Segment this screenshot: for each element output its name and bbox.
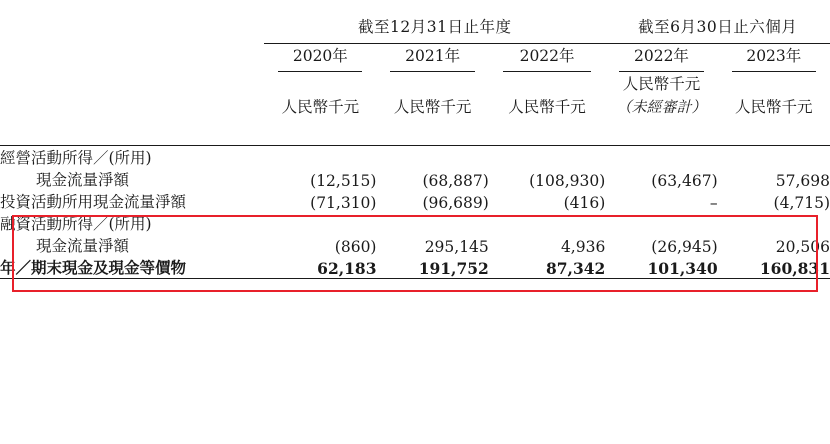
table-row	[0, 212, 830, 234]
row-value: (26,945)	[651, 238, 718, 257]
unit-header-2022-interim-note: （未經審計）	[616, 98, 707, 117]
row-value	[376, 212, 488, 234]
unit-header-2020-label: 人民幣千元	[281, 98, 360, 117]
unit-header-row	[0, 72, 830, 119]
row-value: (68,887)	[422, 172, 489, 191]
table-row	[0, 146, 830, 168]
period-header-2020	[264, 44, 376, 72]
unit-header-2021	[376, 72, 488, 119]
period-header-2022-annual-label: 2022年	[519, 47, 575, 65]
unit-header-2023-interim	[718, 72, 830, 119]
row-value: 62,183	[317, 259, 377, 279]
period-header-2021-label: 2021年	[405, 47, 461, 65]
row-value: 191,752	[418, 259, 489, 279]
table-row	[0, 190, 830, 212]
row-value	[605, 146, 717, 168]
unit-header-2020	[264, 72, 376, 119]
unit-header-2022-interim-label: 人民幣千元	[622, 75, 701, 93]
row-value: 295,145	[424, 238, 489, 257]
body-bottom-rule	[0, 279, 830, 280]
row-value: (416)	[563, 194, 606, 213]
period-header-2022-annual	[489, 44, 606, 72]
row-value: 160,831	[759, 259, 830, 279]
period-header-2022-interim-label: 2022年	[633, 47, 689, 65]
unit-header-2022-annual-label: 人民幣千元	[508, 98, 586, 117]
group-header-annual-label: 截至12月31日止年度	[358, 18, 512, 36]
row-value: (96,689)	[422, 194, 489, 213]
row-value	[376, 146, 488, 168]
row-value: (71,310)	[310, 194, 377, 213]
row-value	[718, 212, 830, 234]
row-value: 20,506	[775, 238, 830, 257]
row-value: 57,698	[775, 172, 830, 191]
period-header-2023-interim	[718, 44, 830, 72]
row-label-financing-net: 現金流量淨額	[36, 237, 130, 256]
row-label-closing-cash: 年／期末現金及現金等價物	[0, 258, 187, 278]
row-value	[489, 212, 606, 234]
table-row	[0, 234, 830, 256]
row-label-operating-net: 現金流量淨額	[36, 171, 130, 190]
row-label-investing-net: 投資活動所用現金流量淨額	[0, 193, 187, 212]
row-label-operating-heading: 經營活動所得／(所用)	[0, 149, 152, 168]
period-header-2022-interim	[605, 44, 717, 72]
row-label-financing-heading: 融資活動所得／(所用)	[0, 215, 152, 234]
group-header-annual	[264, 0, 605, 44]
period-header-row	[0, 44, 830, 72]
row-value	[264, 212, 376, 234]
row-value: (860)	[334, 238, 377, 257]
row-value: –	[709, 194, 718, 213]
group-header-interim-label: 截至6月30日止六個月	[638, 18, 798, 36]
unit-header-2021-label: 人民幣千元	[393, 98, 472, 117]
period-header-2021	[376, 44, 488, 72]
unit-header-spacer	[0, 72, 264, 119]
table-row	[0, 168, 830, 190]
unit-header-2022-annual	[489, 72, 606, 119]
table-row-total	[0, 256, 830, 279]
row-value	[718, 146, 830, 168]
group-header-interim	[605, 0, 830, 44]
group-header-row	[0, 0, 830, 44]
row-value: (4,715)	[773, 194, 830, 213]
row-value: 101,340	[647, 259, 718, 279]
unit-header-2023-interim-label: 人民幣千元	[735, 98, 813, 117]
period-header-spacer	[0, 44, 264, 72]
row-value: 4,936	[560, 238, 606, 257]
row-value: (12,515)	[310, 172, 377, 191]
unit-header-2022-interim	[605, 72, 717, 119]
group-header-spacer	[0, 0, 264, 44]
period-header-2020-label: 2020年	[292, 47, 348, 65]
row-value: 87,342	[545, 259, 606, 279]
row-value	[264, 146, 376, 168]
period-header-2023-interim-label: 2023年	[746, 47, 802, 65]
row-value: (108,930)	[529, 172, 606, 191]
header-body-spacer	[0, 119, 830, 146]
row-value	[489, 146, 606, 168]
row-value: (63,467)	[651, 172, 718, 191]
row-value	[605, 212, 717, 234]
